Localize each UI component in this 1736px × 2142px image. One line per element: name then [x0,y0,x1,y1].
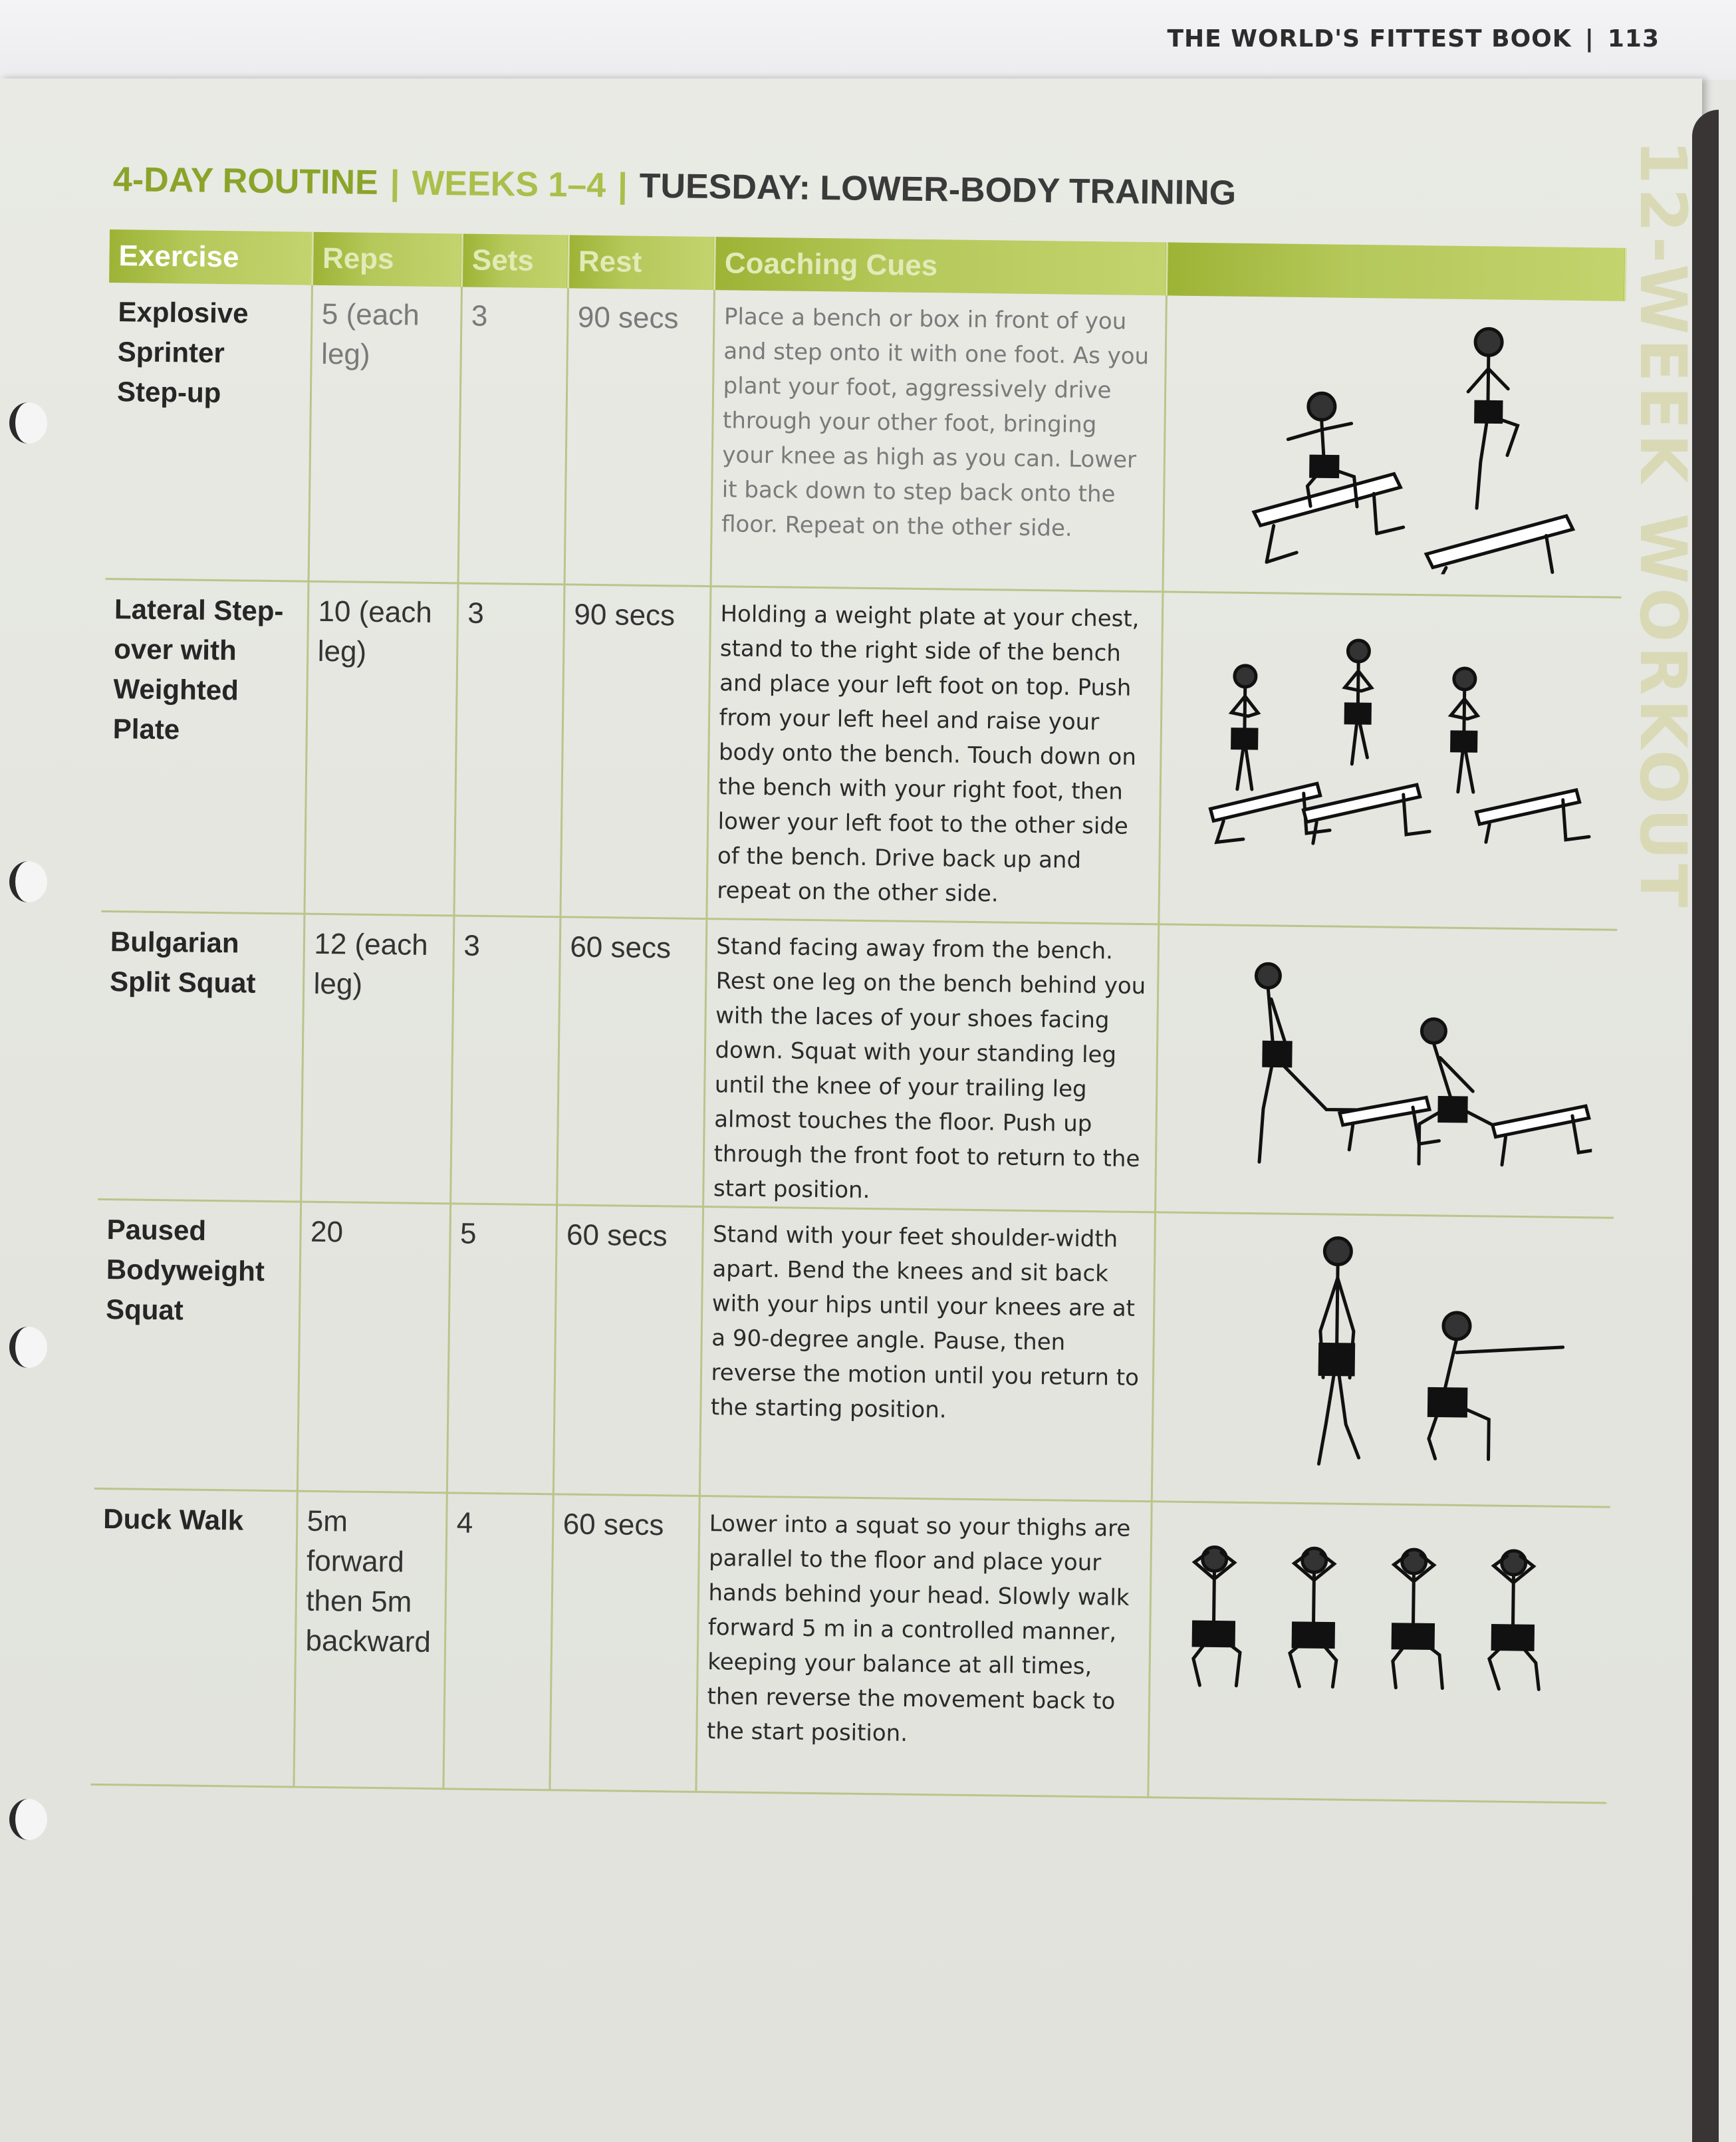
sets-value: 3 [450,915,560,1204]
column-header-rest: Rest [568,235,715,290]
workout-table-wrapper [90,229,1625,1804]
day-label: TUESDAY: LOWER-BODY TRAINING [639,166,1237,213]
step-up-illustration [1162,295,1624,597]
table-row [94,1199,1614,1507]
heading-separator: | [617,166,628,205]
exercise-name: Bulgarian Split Squat [98,911,304,1202]
exercise-name: Explosive Sprinter Step-up [106,283,312,581]
exercise-name: Duck Walk [90,1488,297,1787]
coaching-cue: Lower into a squat so your thighs are parallel to the floor and place your hands behind your head. Slowly walk forward 5 m in a controlled manner, keeping your balance at all times, then reverse the movement back to the start position. [695,1496,1151,1797]
sets-value: 3 [453,583,564,916]
binder-hole [9,1327,47,1368]
side-title: 12-WEEK WORKOUT [1626,140,1700,912]
exercise-name: Lateral Step-over with Weighted Plate [101,579,308,914]
reps-value: 12 (each leg) [301,914,453,1204]
reps-value: 20 [297,1202,450,1493]
split-squat-illustration [1155,924,1617,1217]
rest-value: 90 secs [564,288,714,586]
routine-label: 4-DAY ROUTINE [112,160,379,202]
coaching-cue: Stand facing away from the bench. Rest one leg on the bench behind you with the laces of your shoes facing down. Squat with your standing leg until the knee of your trailing leg almost touches the floor. Push up through the front foot to return to the start position. [703,918,1158,1212]
table-row [101,579,1621,930]
table-row [90,1488,1610,1803]
table-row [98,911,1617,1218]
sets-value: 4 [443,1492,553,1790]
book-title: THE WORLD'S FITTEST BOOK [1167,25,1572,53]
bodyweight-squat-illustration [1152,1212,1614,1506]
binder-hole [9,402,47,444]
duck-walk-illustration [1148,1501,1610,1802]
sets-value: 3 [458,287,568,584]
rest-value: 90 secs [560,584,710,918]
binder-hole [9,861,47,902]
heading-separator: | [390,164,400,203]
column-header-exercise: Exercise [109,229,312,285]
rest-value: 60 secs [557,916,706,1206]
column-header-reps: Reps [312,232,462,287]
lateral-step-over-illustration [1158,591,1621,929]
column-header-sets: Sets [461,233,568,288]
coaching-cue: Stand with your feet shoulder-width apart. Bend the knees and sit back with your hips until your knees are at a 90-degree angle. Pause, then reverse the motion until you return to the starting position. [699,1206,1155,1501]
column-header-coaching-cues: Coaching Cues [714,237,1167,295]
workout-table [90,229,1626,1804]
table-row [106,283,1625,597]
running-head-separator: | [1584,25,1594,53]
coaching-cue: Holding a weight plate at your chest, stand to the right side of the bench and place your left foot on top. Push from your left heel and raise your body onto the bench. Touch down on the bench with your right foot, then lower your left foot to the other side of the bench. Drive back up and repeat on the other side. [706,586,1162,924]
page-number: 113 [1607,25,1660,53]
running-head [1167,25,1660,53]
reps-value: 5m forward then 5m backward [293,1491,446,1789]
reps-value: 5 (each leg) [309,285,461,583]
rest-value: 60 secs [549,1494,699,1792]
reps-value: 10 (each leg) [304,581,457,916]
weeks-label: WEEKS 1–4 [411,164,606,205]
column-header-illustration [1166,242,1626,301]
binder-hole [9,1799,47,1840]
rest-value: 60 secs [553,1204,703,1496]
coaching-cue: Place a bench or box in front of you and step onto it with one foot. As you plant your foot, aggressively drive through your other foot, bringing your knee as high as you can. Lower it back down to step back onto the floor. Repeat on the other side. [711,290,1166,591]
sets-value: 5 [447,1203,557,1494]
exercise-name: Paused Bodyweight Squat [94,1199,301,1491]
